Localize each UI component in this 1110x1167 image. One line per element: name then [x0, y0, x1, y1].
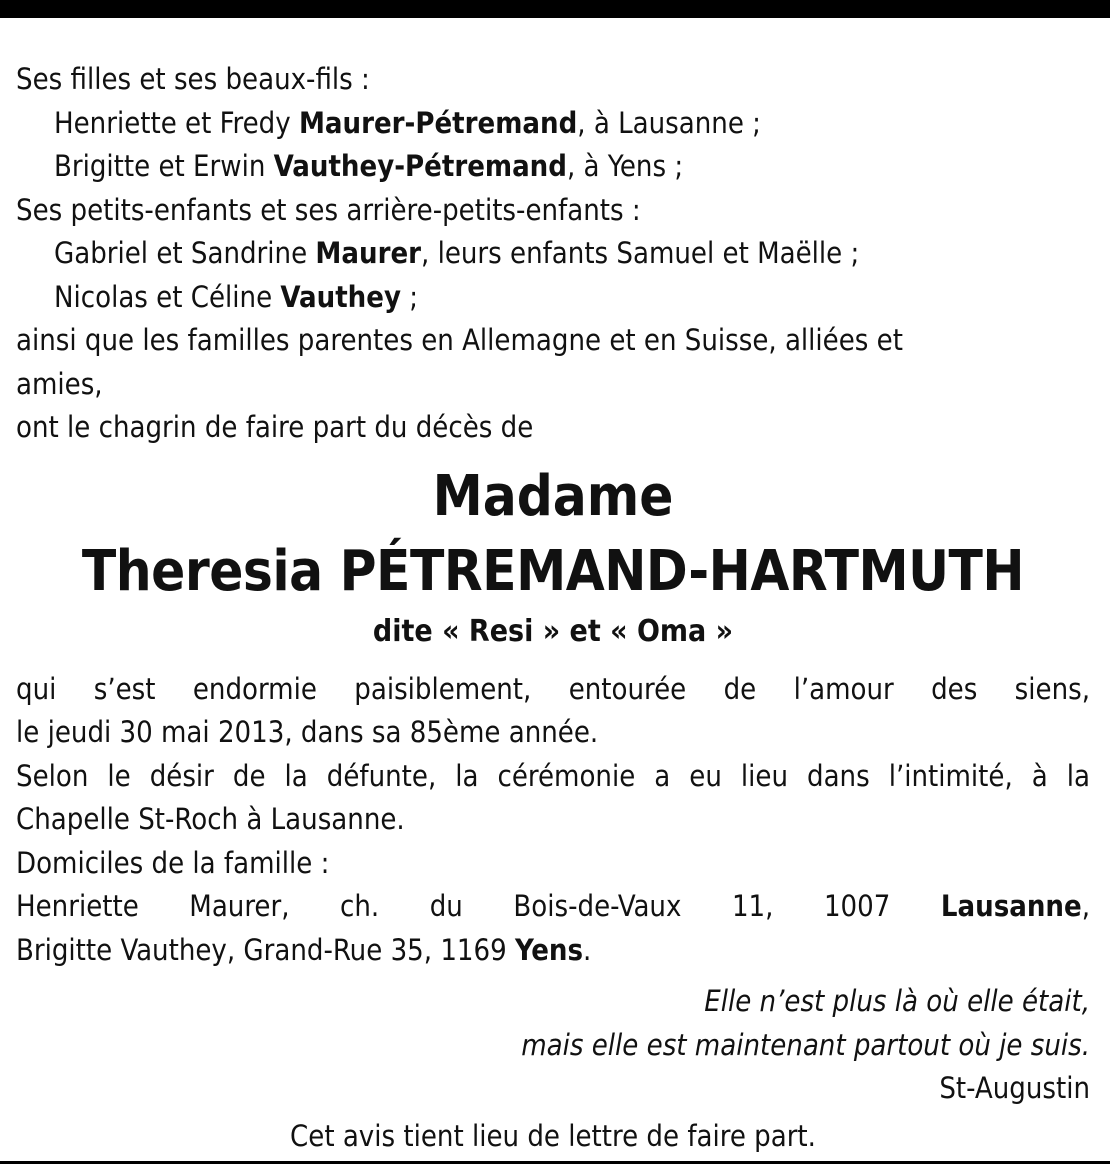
relatives-line-2: amies,: [16, 366, 103, 401]
top-rule: [0, 0, 1110, 18]
death-line-1: qui s’est endormie paisiblement, entourée de l’amour des siens,: [16, 671, 1090, 706]
quote-line-2: mais elle est maintenant partout où je suis.: [521, 1027, 1090, 1062]
ceremony-line-2: Chapelle St-Roch à Lausanne.: [16, 802, 405, 836]
obituary-text: [16, 58, 1090, 1158]
relatives-line-1: ainsi que les familles parentes en Allemagne et en Suisse, alliées et: [16, 323, 903, 357]
city-name: Yens: [515, 932, 584, 967]
quote-author: St-Augustin: [939, 1071, 1090, 1105]
footer-note: Cet avis tient lieu de lettre de faire part.: [290, 1118, 816, 1153]
city-name: Lausanne: [940, 889, 1082, 923]
daughters-label: Ses filles et ses beaux-fils :: [16, 62, 370, 96]
grandchild-line-2: Nicolas et Céline Vauthey ;: [54, 279, 419, 314]
deceased-name: Theresia PÉTREMAND-HARTMUTH: [81, 538, 1025, 604]
family-name: Maurer-Pétremand: [298, 105, 578, 140]
deceased-nickname: dite « Resi » et « Oma »: [372, 613, 734, 649]
death-line-2: le jeudi 30 mai 2013, dans sa 85ème année.: [16, 715, 599, 749]
quote-line-1: Elle n’est plus là où elle était,: [704, 984, 1090, 1018]
family-name: Vauthey: [280, 279, 401, 314]
grandchild-line-1: Gabriel et Sandrine Maurer, leurs enfants Samuel et Maëlle ;: [54, 236, 860, 270]
address-line-2: Brigitte Vauthey, Grand-Rue 35, 1169 Yens.: [16, 932, 592, 967]
deceased-title: Madame: [432, 463, 674, 529]
ceremony-line-1: Selon le désir de la défunte, la cérémonie a eu lieu dans l’intimité, à la: [16, 758, 1090, 793]
family-name: Maurer: [315, 236, 422, 270]
daughter-line-2: Brigitte et Erwin Vauthey-Pétremand, à Yens ;: [54, 149, 684, 183]
family-name: Vauthey-Pétremand: [273, 149, 567, 183]
address-line-1: Henriette Maurer, ch. du Bois-de-Vaux 11, 1007 Lausanne,: [16, 889, 1090, 923]
grandchildren-label: Ses petits-enfants et ses arrière-petits-enfants :: [16, 192, 641, 227]
announcement-line: ont le chagrin de faire part du décès de: [16, 410, 534, 444]
domiciles-label: Domiciles de la famille :: [16, 845, 330, 880]
bottom-rule: [0, 1161, 1110, 1164]
daughter-line-1: Henriette et Fredy Maurer-Pétremand, à Lausanne ;: [54, 105, 761, 140]
